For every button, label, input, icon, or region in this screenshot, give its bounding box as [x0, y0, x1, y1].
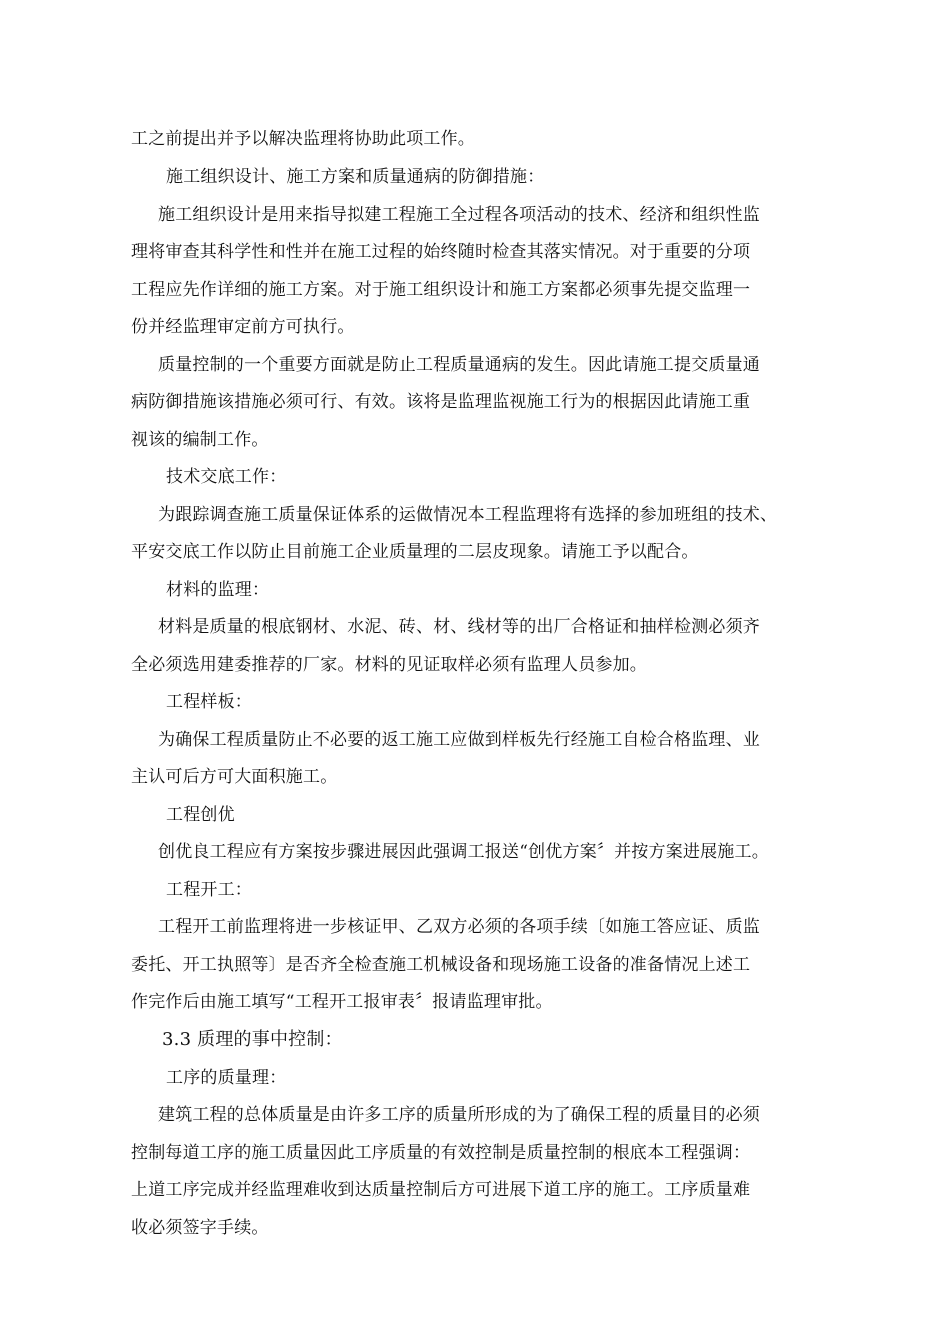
paragraph-line: 主认可后方可大面积施工。 — [131, 767, 338, 787]
paragraph-line: 控制每道工序的施工质量因此工序质量的有效控制是质量控制的根底本工程强调： — [131, 1143, 751, 1163]
section-heading: 3.3 质理的事中控制： — [162, 1029, 343, 1050]
paragraph-line: 委托、开工执照等〕是否齐全检查施工机械设备和现场施工设备的准备情况上述工 — [131, 955, 751, 975]
paragraph-line: 份并经监理审定前方可执行。 — [131, 317, 355, 337]
paragraph-line: 理将审查其科学性和性并在施工过程的始终随时检查其落实情况。对于重要的分项 — [131, 242, 751, 262]
paragraph-line: 视该的编制工作。 — [131, 430, 269, 450]
subheading: 工程开工： — [166, 880, 252, 900]
paragraph-line: 质量控制的一个重要方面就是防止工程质量通病的发生。因此请施工提交质量通 — [158, 355, 760, 375]
subheading: 材料的监理： — [166, 580, 270, 600]
paragraph-line: 作完作后由施工填写“工程开工报审表〞报请监理审批。 — [131, 992, 553, 1012]
paragraph-line: 工程开工前监理将进一步核证甲、乙双方必须的各项手续〔如施工答应证、质监 — [158, 917, 760, 937]
paragraph-line: 创优良工程应有方案按步骤进展因此强调工报送“创优方案〞并按方案进展施工。 — [158, 842, 769, 862]
paragraph-line: 建筑工程的总体质量是由许多工序的质量所形成的为了确保工程的质量目的必须 — [158, 1105, 760, 1125]
paragraph-line: 全必须选用建委推荐的厂家。材料的见证取样必须有监理人员参加。 — [131, 655, 647, 675]
subheading: 工程样板： — [166, 692, 252, 712]
paragraph-line: 上道工序完成并经监理难收到达质量控制后方可进展下道工序的施工。工序质量难 — [131, 1180, 751, 1200]
paragraph-line: 材料是质量的根底钢材、水泥、砖、材、线材等的出厂合格证和抽样检测必须齐 — [158, 617, 760, 637]
paragraph-line: 为确保工程质量防止不必要的返工施工应做到样板先行经施工自检合格监理、业 — [158, 730, 760, 750]
subheading: 工序的质量理： — [166, 1068, 287, 1088]
paragraph-line: 平安交底工作以防止目前施工企业质量理的二层皮现象。请施工予以配合。 — [131, 542, 699, 562]
subheading: 工程创优 — [166, 805, 235, 825]
paragraph-line: 工之前提出并予以解决监理将协助此项工作。 — [131, 129, 475, 149]
paragraph-line: 收必须签字手续。 — [131, 1218, 269, 1238]
paragraph-line: 病防御措施该措施必须可行、有效。该将是监理监视施工行为的根据因此请施工重 — [131, 392, 751, 412]
paragraph-line: 为跟踪调查施工质量保证体系的运做情况本工程监理将有选择的参加班组的技术、 — [158, 505, 778, 525]
paragraph-line: 施工组织设计是用来指导拟建工程施工全过程各项活动的技术、经济和组织性监 — [158, 205, 760, 225]
paragraph-line: 工程应先作详细的施工方案。对于施工组织设计和施工方案都必须事先提交监理一 — [131, 280, 751, 300]
subheading: 施工组织设计、施工方案和质量通病的防御措施： — [166, 167, 545, 187]
subheading: 技术交底工作： — [166, 467, 287, 487]
